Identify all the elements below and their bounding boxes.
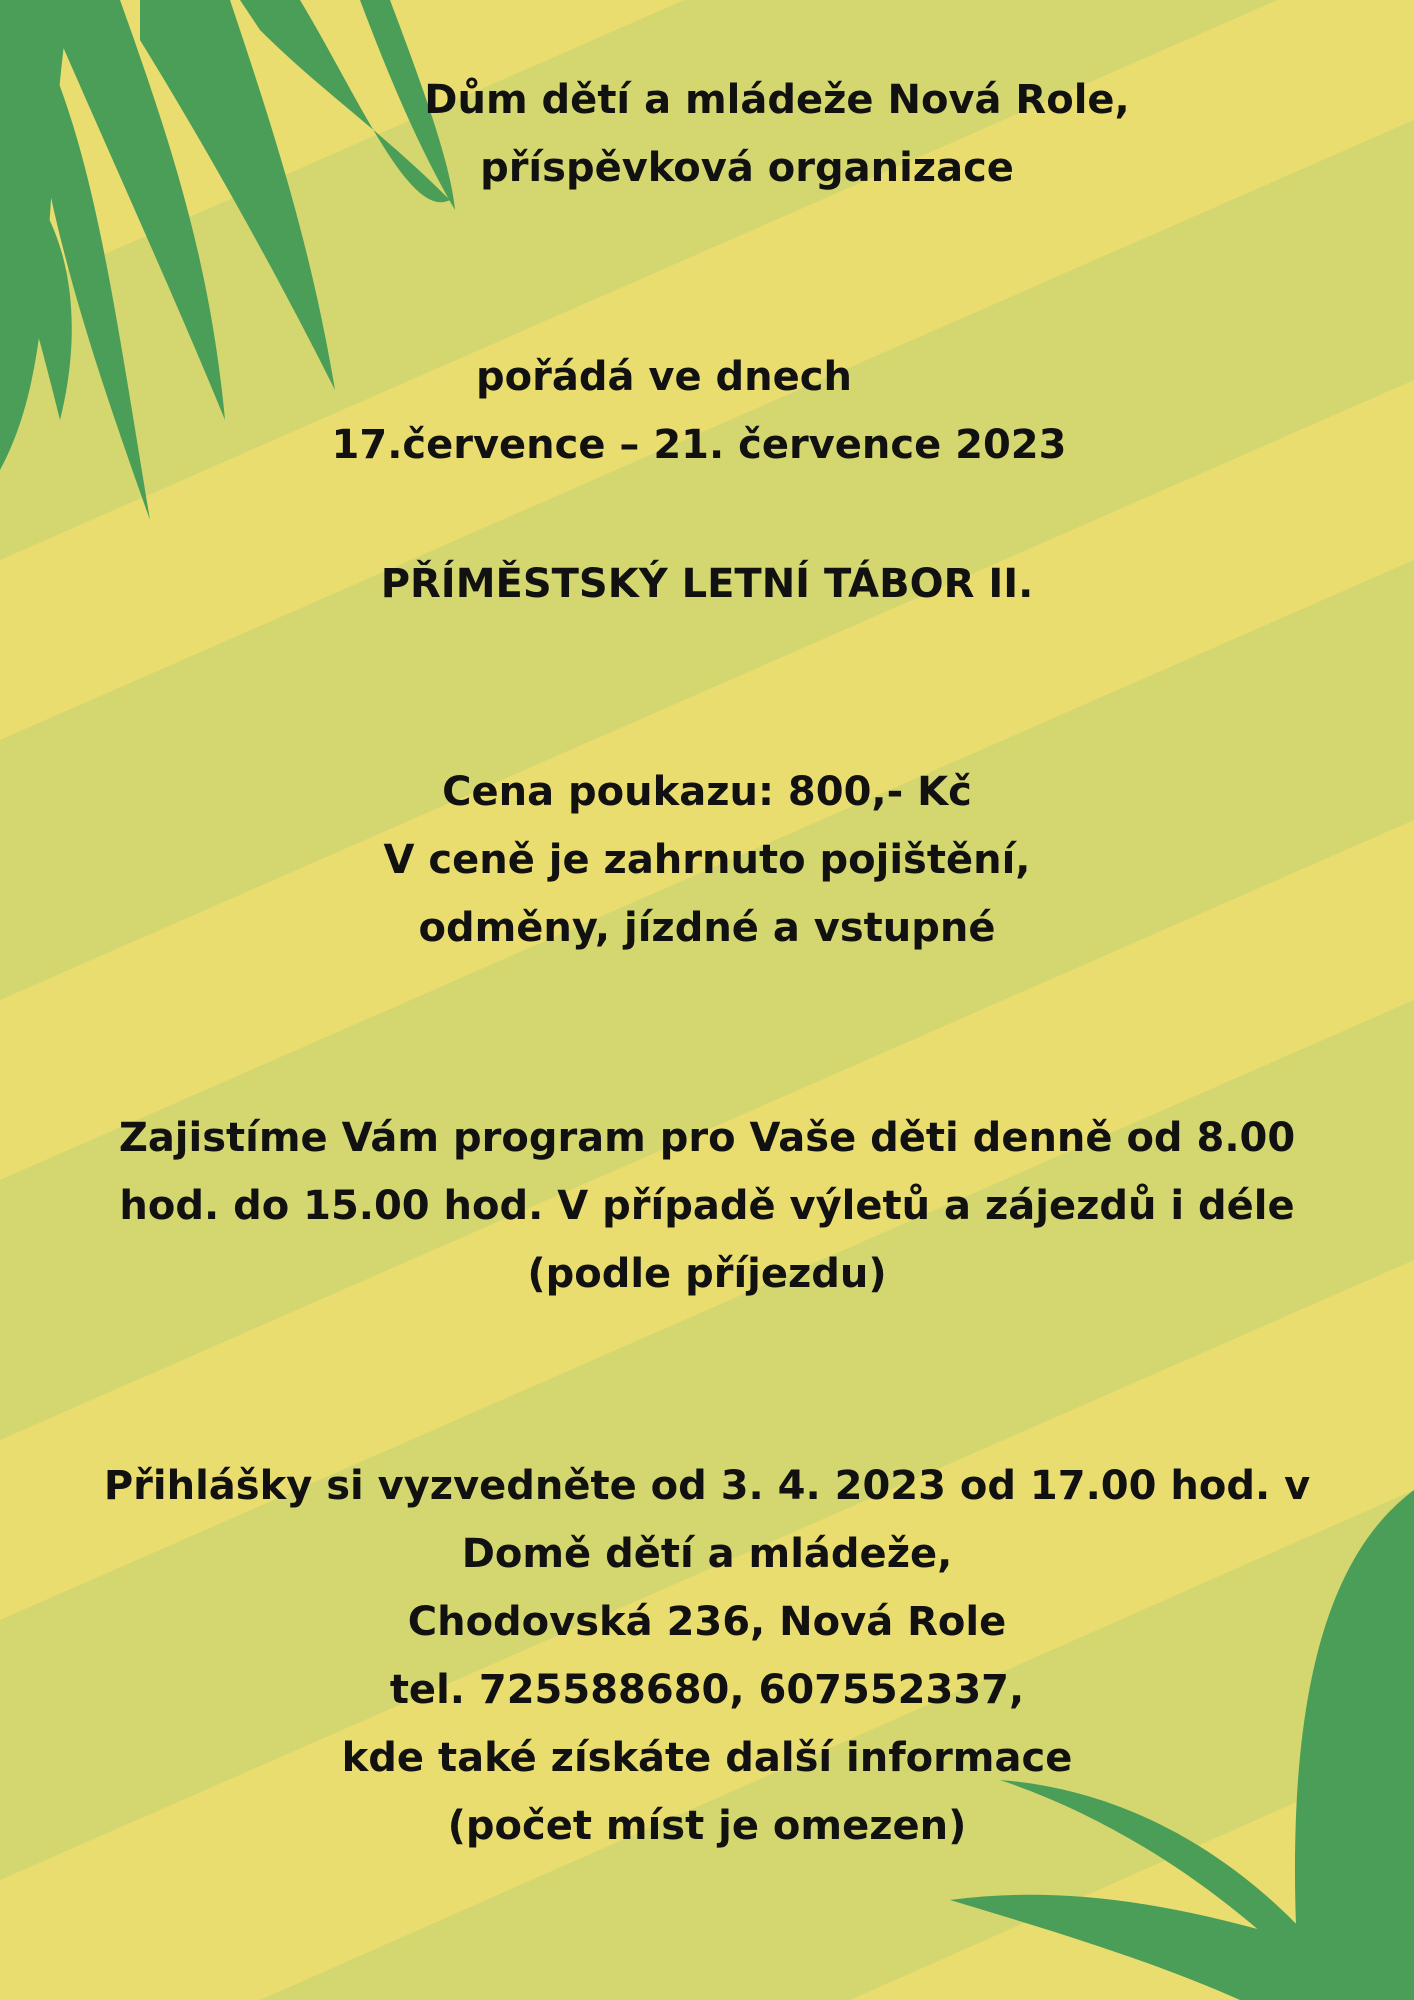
organization-name — [0, 66, 1414, 202]
price-line-3: odměny, jízdné a vstupné — [418, 905, 996, 951]
camp-title — [0, 550, 1414, 618]
date-block — [0, 343, 1414, 479]
registration-line-6: (počet míst je omezen) — [447, 1803, 967, 1849]
camp-title-text: PŘÍMĚSTSKÝ LETNÍ TÁBOR II. — [380, 561, 1034, 607]
registration-line-2: Domě dětí a mládeže, — [461, 1531, 953, 1577]
registration-line-1: Přihlášky si vyzvedněte od 3. 4. 2023 od 17.00 hod. v — [103, 1463, 1311, 1509]
program-block — [0, 1104, 1414, 1308]
program-line-3: (podle příjezdu) — [527, 1251, 887, 1297]
registration-line-4: tel. 725588680, 607552337, — [389, 1667, 1025, 1713]
price-line-2: V ceně je zahrnuto pojištění, — [383, 837, 1031, 883]
program-line-1: Zajistíme Vám program pro Vaše děti denně od 8.00 — [118, 1115, 1296, 1161]
registration-line-3: Chodovská 236, Nová Role — [407, 1599, 1007, 1645]
registration-line-5: kde také získáte další informace — [341, 1735, 1073, 1781]
price-block — [0, 758, 1414, 962]
registration-block — [0, 1452, 1414, 1860]
organization-line-1: Dům dětí a mládeže Nová Role, — [424, 77, 1130, 123]
program-line-2: hod. do 15.00 hod. V případě výletů a zájezdů i déle — [119, 1183, 1295, 1229]
date-range: 17.července – 21. července 2023 — [331, 422, 1067, 468]
organization-line-2: příspěvková organizace — [480, 145, 1014, 191]
date-intro: pořádá ve dnech — [476, 354, 852, 400]
price-line-1: Cena poukazu: 800,- Kč — [442, 769, 972, 815]
